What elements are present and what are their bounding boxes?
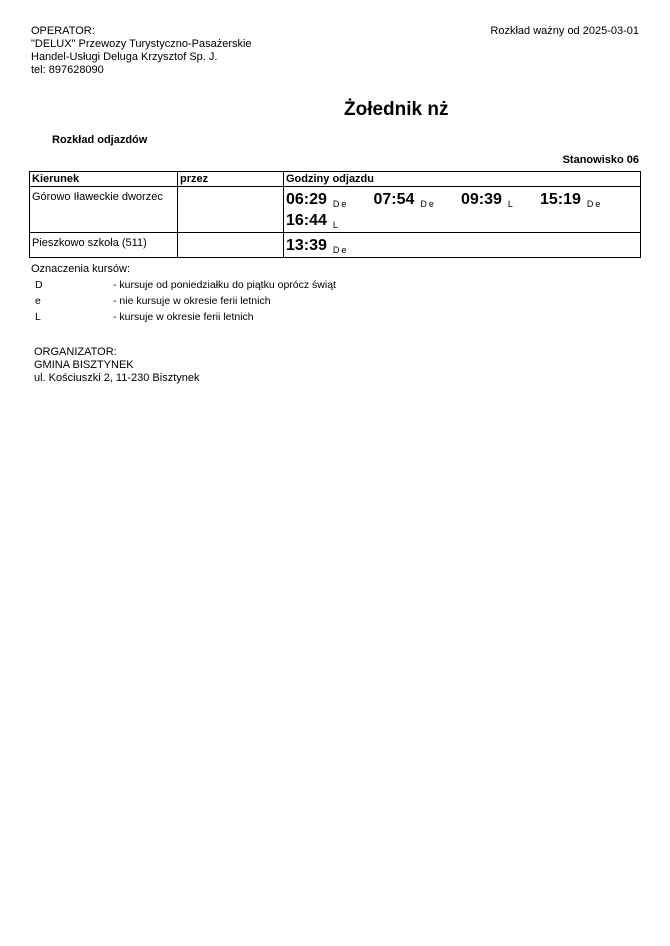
legend-item — [35, 311, 336, 327]
direction-cell: Górowo Iławeckie dworzec — [30, 187, 178, 233]
operator-name: "DELUX" Przewozy Turystyczno-Pasażerskie — [31, 38, 252, 50]
times-line — [286, 235, 638, 256]
departure-time: 06:29 — [286, 191, 327, 208]
legend-description: - kursuje w okresie ferii letnich — [113, 311, 254, 323]
header-direction: Kierunek — [30, 172, 178, 187]
stop-name-title: Żołednik nż — [344, 99, 449, 120]
operator-phone: tel: 897628090 — [31, 64, 104, 76]
departure — [286, 235, 348, 258]
departure-time: 13:39 — [286, 237, 327, 254]
departure-code: De — [420, 199, 436, 209]
departure — [286, 189, 348, 212]
operator-company: Handel-Usługi Deluga Krzysztof Sp. J. — [31, 51, 218, 63]
organizer-block — [34, 346, 199, 385]
organizer-name: GMINA BISZTYNEK — [34, 359, 134, 371]
legend-item — [35, 279, 336, 295]
header-via: przez — [178, 172, 284, 187]
table-row — [30, 187, 641, 233]
platform-label: Stanowisko 06 — [562, 154, 639, 166]
operator-block — [31, 25, 252, 77]
via-cell — [178, 187, 284, 233]
direction-cell: Pieszkowo szkoła (511) — [30, 233, 178, 258]
departure-code: De — [332, 199, 349, 209]
legend-description: - kursuje od poniedziałku do piątku oprócz świąt — [113, 279, 336, 291]
departure-code: L — [332, 220, 340, 230]
departure-code: De — [332, 245, 349, 255]
header-times: Godziny odjazdu — [284, 172, 641, 187]
departure — [286, 210, 340, 233]
departure-time: 07:54 — [373, 191, 415, 208]
organizer-address: ul. Kościuszki 2, 11-230 Bisztynek — [34, 372, 200, 384]
times-line — [286, 189, 638, 210]
departure-time: 09:39 — [461, 191, 502, 208]
departure-time: 16:44 — [286, 212, 327, 229]
departure-time: 15:19 — [540, 191, 581, 208]
legend-symbol: e — [35, 295, 41, 307]
departure-code: De — [586, 199, 603, 209]
departure — [461, 189, 515, 212]
departure-code: L — [507, 199, 515, 209]
departure — [540, 189, 602, 212]
times-cell — [284, 233, 641, 258]
times-cell — [284, 187, 641, 233]
departure — [374, 189, 436, 212]
legend-symbol: L — [35, 311, 41, 323]
via-cell — [178, 233, 284, 258]
legend-title: Oznaczenia kursów: — [31, 263, 131, 275]
legend-list — [35, 279, 336, 327]
operator-label: OPERATOR: — [31, 25, 95, 37]
times-line — [286, 210, 638, 231]
table-header-row — [30, 172, 641, 187]
table-row — [30, 233, 641, 258]
departure-table — [29, 171, 641, 258]
legend-symbol: D — [35, 279, 43, 291]
legend-item — [35, 295, 336, 311]
valid-from-date: Rozkład ważny od 2025-03-01 — [490, 25, 639, 37]
organizer-label: ORGANIZATOR: — [34, 346, 117, 358]
timetable-subtitle: Rozkład odjazdów — [52, 134, 148, 146]
legend-description: - nie kursuje w okresie ferii letnich — [113, 295, 271, 307]
